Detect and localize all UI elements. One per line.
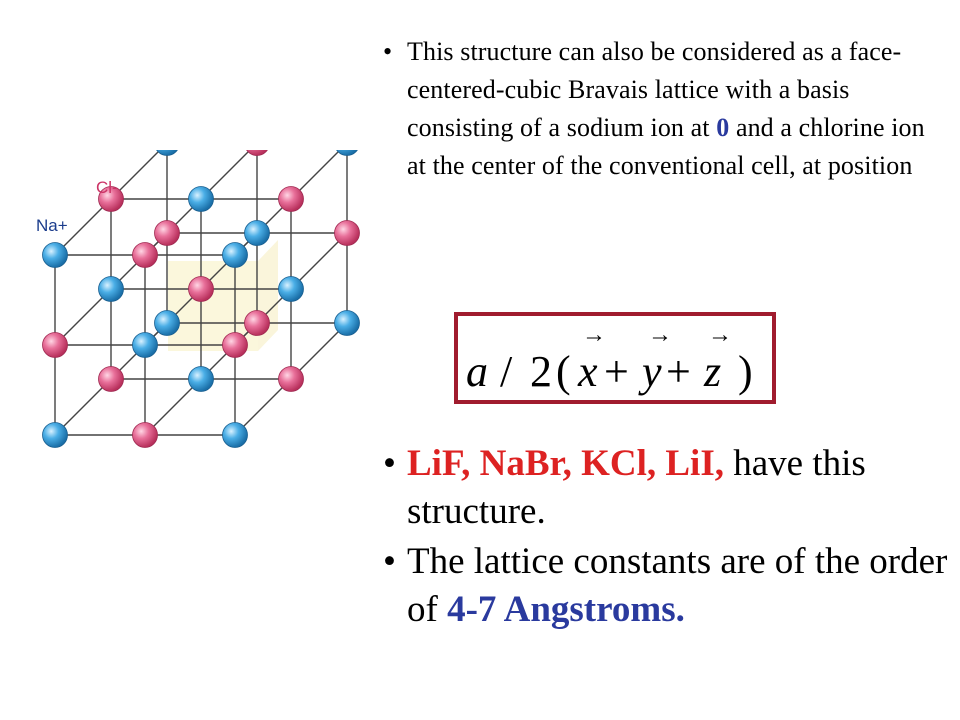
na-ion-atom: [223, 423, 248, 448]
formula-y: y: [642, 347, 662, 396]
cl-ion-atom: [223, 333, 248, 358]
cl-ion-atom: [245, 150, 270, 156]
na-ion-atom: [43, 243, 68, 268]
na-ion-label: Na+: [36, 216, 68, 235]
na-ion-atom: [43, 423, 68, 448]
na-ion-atom: [335, 150, 360, 156]
formula-plus-2: +: [666, 347, 691, 396]
cl-ion-atom: [335, 221, 360, 246]
formula-slash: /: [500, 347, 513, 396]
bullet-text-part1: This structure can also be considered as a face-centered-cubic Bravais lattice with a basis consisting of a sodium ion at: [407, 37, 902, 142]
cl-ion-atom: [245, 311, 270, 336]
z-vector-arrow: →: [708, 322, 732, 348]
formula-rparen: ): [738, 347, 753, 396]
y-vector-arrow: →: [648, 322, 672, 348]
formula-lparen: (: [556, 347, 571, 396]
na-ion-atom: [155, 150, 180, 156]
bullet-glyph: •: [383, 443, 396, 484]
cl-ion-atom: [155, 221, 180, 246]
compound-list: LiF, NaBr, KCl, LiI,: [407, 443, 724, 484]
lattice-constant-range: 4-7 Angstroms.: [447, 589, 685, 630]
na-ion-atom: [245, 221, 270, 246]
position-formula: [458, 316, 772, 400]
na-ion-atom: [223, 243, 248, 268]
formula-x: x: [578, 347, 598, 396]
cl-ion-atom: [279, 187, 304, 212]
cl-ion-atom: [43, 333, 68, 358]
lattice-atoms: [43, 150, 360, 448]
cl-ion-atom: [189, 277, 214, 302]
cl-ion-atom: [99, 367, 124, 392]
cl-ion-label: Cl-: [96, 178, 118, 197]
na-ion-atom: [335, 311, 360, 336]
formula-a: a: [466, 347, 488, 396]
formula-z: z: [704, 347, 722, 396]
position-formula-box: [454, 312, 776, 404]
na-ion-atom: [155, 311, 180, 336]
bullet-text: [407, 538, 952, 634]
bullet-text: [407, 33, 942, 185]
formula-plus-1: +: [604, 347, 629, 396]
bullet-text: [407, 440, 947, 536]
na-ion-atom: [99, 277, 124, 302]
nacl-lattice-diagram: [20, 150, 380, 460]
cl-ion-atom: [133, 243, 158, 268]
na-ion-atom: [133, 333, 158, 358]
bullet-text-part1: The lattice constants are of the order of: [407, 541, 948, 630]
bullet-text-part2: and a chlorine ion at the center of the conventional cell, at position: [407, 113, 925, 180]
bullet-glyph: •: [383, 541, 396, 582]
na-ion-atom: [189, 367, 214, 392]
x-vector-arrow: →: [582, 322, 606, 348]
na-ion-atom: [189, 187, 214, 212]
na-ion-atom: [279, 277, 304, 302]
bullet-glyph: •: [383, 37, 393, 66]
cl-ion-atom: [279, 367, 304, 392]
cl-ion-atom: [133, 423, 158, 448]
bullet-text-rest: have this structure.: [407, 443, 866, 532]
sodium-position-zero: 0: [716, 113, 730, 142]
formula-two: 2: [530, 347, 552, 396]
